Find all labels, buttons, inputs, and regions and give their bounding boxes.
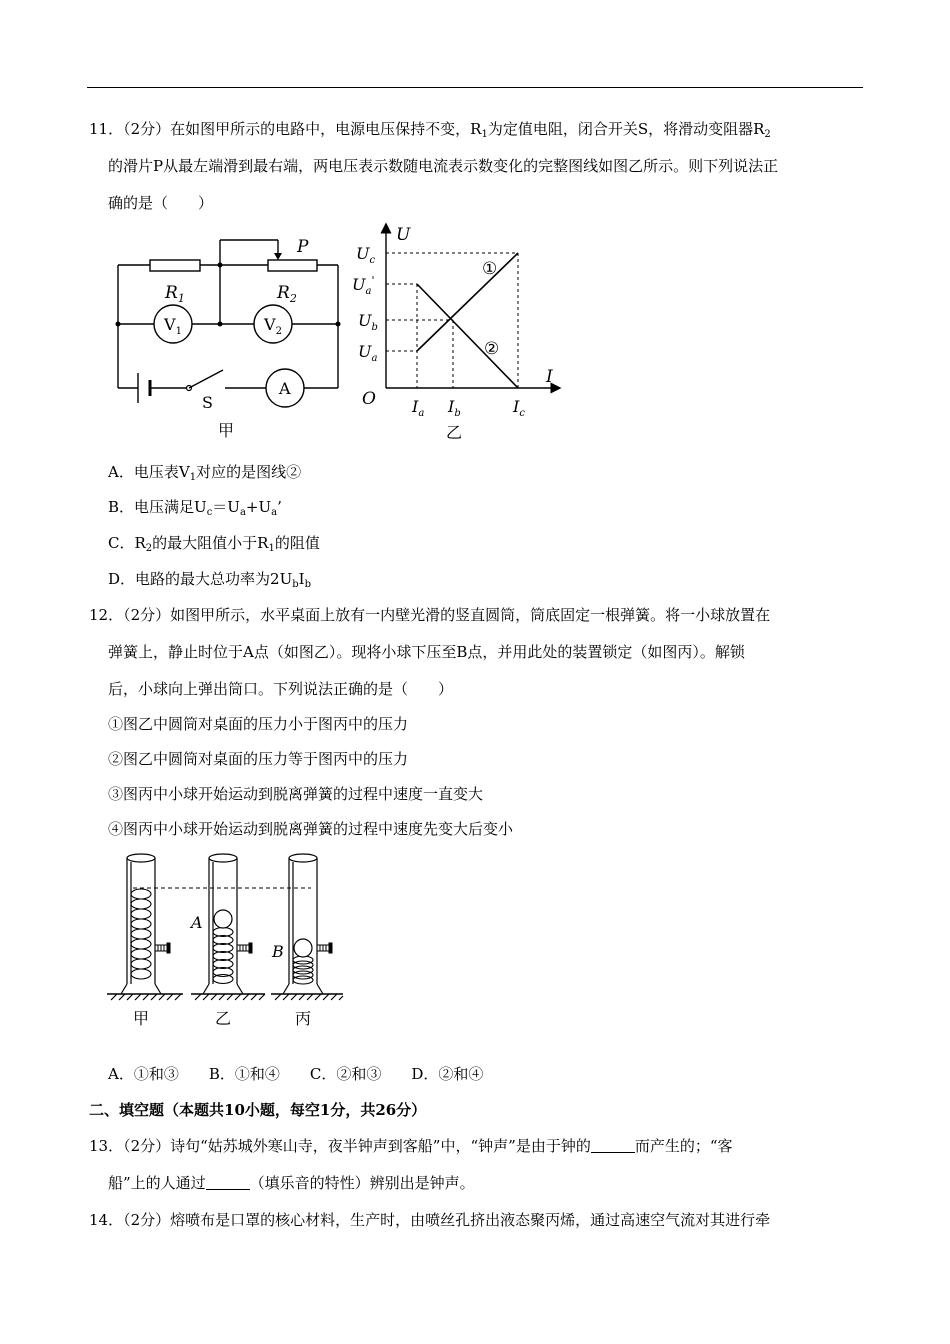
q13-line2: 船”上的人通过 （填乐音的特性）辨别出是钟声。 — [108, 1174, 475, 1192]
spring-medium — [213, 928, 233, 984]
line-1-marker: ① — [482, 259, 498, 279]
q12-statement-3: ③图丙中小球开始运动到脱离弹簧的过程中速度一直变大 — [108, 785, 484, 803]
node-dot — [218, 263, 223, 268]
rheostat-r2 — [268, 260, 317, 271]
node-dot — [116, 322, 121, 327]
ui-graph — [350, 222, 565, 447]
answer-blank-1[interactable] — [591, 1138, 635, 1153]
q11-score: （2分） — [123, 120, 171, 138]
q12-line2: 弹簧上，静止时位于A点（如图乙）。现将小球下压至B点，并用此处的装置锁定（如图丙）。解锁 — [108, 643, 745, 661]
q14-line1: 14．（2分）熔喷布是口罩的核心材料，生产时，由喷丝孔挤出液态聚丙烯，通过高速空气流对其进行牵 — [89, 1211, 771, 1229]
q11-option-b: B．电压满足$U_c=U_a+U_a$’ — [108, 498, 282, 518]
fig-caption-3: 丙 — [295, 1009, 312, 1028]
answer-blank-2[interactable] — [206, 1175, 250, 1190]
a-label: A — [279, 379, 291, 398]
ic-label: $I_c$ — [513, 397, 525, 419]
ib-label: $I_b$ — [448, 397, 461, 419]
q12-statement-4: ④图丙中小球开始运动到脱离弹簧的过程中速度先变大后变小 — [108, 820, 514, 838]
ia-label: $I_a$ — [412, 397, 425, 419]
q13-number: 13． — [89, 1137, 124, 1155]
i-axis-label: I — [546, 367, 553, 387]
q11-line1: 11．（2分）在如图甲所示的电路中，电源电压保持不变，$R_1$为定值电阻，闭合开关S，将滑动变阻器$R_2$ — [89, 120, 771, 140]
switch-blade — [189, 370, 223, 388]
q12-statement-2: ②图乙中圆筒对桌面的压力等于图丙中的压力 — [108, 750, 409, 768]
origin-label: O — [362, 389, 376, 409]
slider-arrow-icon — [274, 253, 282, 260]
q12-statement-1: ①图乙中圆筒对桌面的压力小于图丙中的压力 — [108, 715, 409, 733]
q11-option-c: C．$R_2$的最大阻值小于$R_1$的阻值 — [108, 534, 320, 554]
spring-compressed — [293, 956, 313, 984]
line-2-marker: ② — [484, 339, 500, 359]
spring-long — [131, 889, 151, 979]
header-rule — [87, 87, 863, 88]
q12-score: （2分） — [123, 606, 171, 624]
ub-label: $U_b$ — [358, 311, 378, 333]
q13-line1: 13．（2分）诗句“姑苏城外寒山寺，夜半钟声到客船”中，“钟声”是由于钟的 而产生的；“客 — [89, 1137, 733, 1155]
q14-number: 14． — [89, 1211, 124, 1229]
resistor-r1 — [150, 260, 200, 271]
r2-label: $R_2$ — [277, 283, 297, 305]
fig-caption-2: 乙 — [215, 1009, 232, 1028]
q13-score: （2分） — [123, 1137, 171, 1155]
fig-caption-1: 甲 — [133, 1009, 150, 1028]
s-label: S — [202, 393, 213, 412]
circuit-caption: 甲 — [218, 421, 235, 440]
q12-line3: 后，小球向上弹出筒口。下列说法正确的是（ ） — [108, 680, 454, 698]
spring-cylinders-figure — [105, 848, 345, 1033]
ua-prime-label: $U_a'$ — [352, 274, 375, 297]
ua-label: $U_a$ — [358, 342, 378, 364]
point-a-label: A — [191, 913, 203, 932]
r1-label: $R_1$ — [165, 283, 185, 305]
graph-caption: 乙 — [446, 423, 463, 442]
ball-a — [214, 910, 232, 928]
q11-line3: 确的是（ ） — [108, 194, 214, 212]
u-axis-label: U — [396, 225, 411, 245]
q14-score: （2分） — [123, 1211, 171, 1229]
q12-number: 12． — [89, 606, 124, 624]
point-b-label: B — [272, 942, 284, 961]
circuit-diagram — [110, 230, 350, 445]
uc-label: $U_c$ — [356, 244, 376, 266]
p-label: P — [297, 237, 309, 257]
q11-option-a: A．电压表$V_1$对应的是图线② — [108, 463, 302, 483]
q11-line2: 的滑片P从最左端滑到最右端，两电压表示数随电流表示数变化的完整图线如图乙所示。则下列说法正 — [108, 157, 779, 175]
q11-option-d: D．电路的最大总功率为$2U_bI_b$ — [108, 570, 311, 590]
ball-b — [294, 939, 312, 957]
v1-label: $V_1$ — [164, 315, 182, 337]
node-dot — [218, 322, 223, 327]
q12-line1: 12．（2分）如图甲所示，水平桌面上放有一内壁光滑的竖直圆筒，筒底固定一根弹簧。将一小球放置在 — [89, 606, 771, 624]
q11-number: 11． — [89, 120, 124, 138]
q12-options: A．①和③ B．①和④ C．②和③ D．②和④ — [108, 1065, 484, 1083]
v2-label: $V_2$ — [264, 315, 282, 337]
section-2-title: 二、填空题（本题共10小题，每空1分，共26分） — [89, 1101, 427, 1119]
node-dot — [336, 322, 341, 327]
